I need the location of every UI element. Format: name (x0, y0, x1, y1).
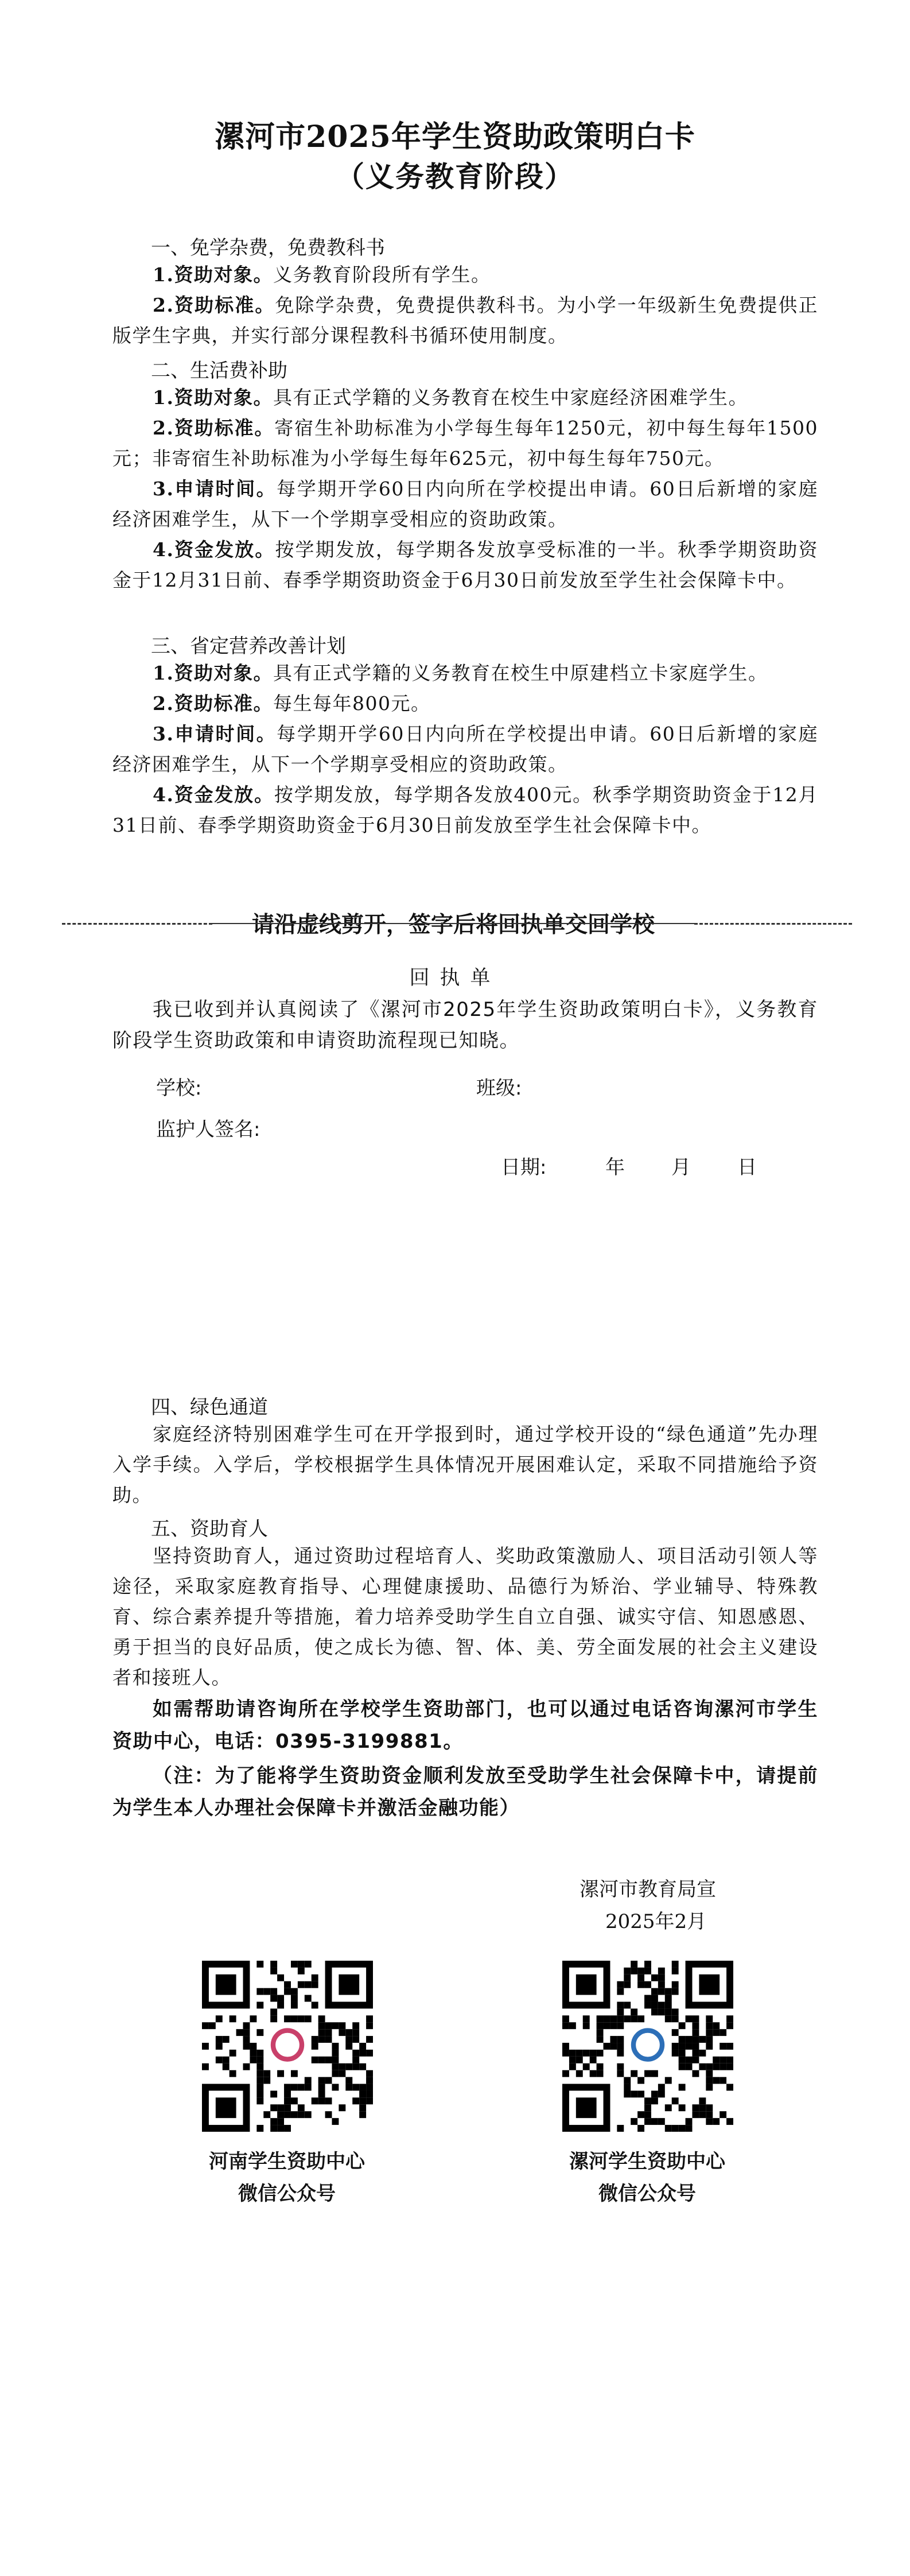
section-2-item-1 (112, 382, 818, 413)
item-text: 具有正式学籍的义务教育在校生中原建档立卡家庭学生。 (273, 662, 768, 684)
item-label: 2.资助标准。 (153, 692, 273, 715)
item-label: 4.资金发放。 (153, 783, 274, 806)
section-2-heading: 二、生活费补助 (151, 359, 287, 382)
cut-line (0, 907, 910, 938)
item-label: 2.资助标准。 (153, 417, 275, 439)
section-4-text: 家庭经济特别困难学生可在开学报到时，通过学校开设的“绿色通道”先办理入学手续。入学后，学校根据学生具体情况开展困难认定，采取不同措施给予资助。 (112, 1423, 818, 1506)
issuer-name: 漯河市教育局宣 (580, 1878, 716, 1901)
item-text: 每学期开学60日内向所在学校提出申请。60日后新增的家庭经济困难学生，从下一个学期享受相应的资助政策。 (112, 478, 818, 530)
section-5-text: 坚持资助育人，通过资助过程培育人、奖助政策激励人、项目活动引领人等途径，采取家庭教育指导、心理健康援助、品德行为矫治、学业辅导、特殊教育、综合素养提升等措施，着力培养受助学生自立自强、诚实守信、知恩感恩、勇于担当的良好品质，使之成长为德、智、体、美、劳全面发展的社会主义建设者和接班人。 (112, 1545, 818, 1689)
qr-account-type: 微信公众号 (598, 2182, 696, 2205)
item-text: 寄宿生补助标准为小学每生每年1250元，初中每生每年1500元；非寄宿生补助标准为小学每生每年625元，初中每生每年750元。 (112, 417, 819, 470)
item-text: 义务教育阶段所有学生。 (273, 263, 491, 286)
qr-account-name: 河南学生资助中心 (209, 2150, 365, 2173)
date-field-label: 日期: (501, 1156, 547, 1179)
section-3-item-2 (112, 688, 818, 719)
section-1-heading: 一、免学杂费，免费教科书 (151, 236, 385, 259)
cut-instruction: 请沿虚线剪开，签字后将回执单交回学校 (251, 912, 655, 938)
guardian-signature-label: 监护人签名: (156, 1118, 260, 1141)
item-label: 1.资助对象。 (153, 662, 273, 684)
dashed-line-left (62, 923, 212, 925)
school-field-label: 学校: (156, 1077, 202, 1100)
issue-date: 2025年2月 (605, 1910, 707, 1933)
qr-caption-luohe (527, 2146, 768, 2210)
month-label: 月 (671, 1156, 691, 1179)
receipt-title: 回执单 (409, 967, 501, 990)
section-3-heading: 三、省定营养改善计划 (151, 635, 346, 658)
item-text: 每学期开学60日内向所在学校提出申请。60日后新增的家庭经济困难学生，从下一个学期享受相应的资助政策。 (112, 723, 818, 775)
qr-code-luohe[interactable] (562, 1961, 733, 2132)
contact-note: （注：为了能将学生资助资金顺利发放至受助学生社会保障卡中，请提前为学生本人办理社会保障卡并激活金融功能） (112, 1764, 818, 1820)
qr-caption-henan (166, 2146, 407, 2210)
section-3-item-1 (112, 658, 818, 688)
receipt-statement: 我已收到并认真阅读了《漯河市2025年学生资助政策明白卡》，义务教育阶段学生资助政策和申请资助流程现已知晓。 (112, 998, 818, 1052)
day-label: 日 (737, 1156, 757, 1179)
section-2-item-2 (112, 413, 818, 474)
document-title: 漯河市2025年学生资助政策明白卡 (215, 119, 695, 154)
document-subtitle: （义务教育阶段） (336, 160, 574, 193)
dashed-line-right (694, 923, 852, 925)
item-text: 免除学杂费，免费提供教科书。为小学一年级新生免费提供正版学生字典，并实行部分课程教科书循环使用制度。 (112, 294, 819, 347)
qr-account-name: 漯河学生资助中心 (569, 2150, 725, 2173)
section-3-item-3 (112, 719, 818, 779)
cut-line-through (212, 923, 694, 924)
qr-account-type: 微信公众号 (238, 2182, 336, 2205)
section-2-item-4 (112, 534, 818, 595)
qr-code-henan[interactable] (202, 1961, 373, 2132)
section-2-item-3 (112, 474, 818, 534)
item-text: 按学期发放，每学期各发放400元。秋季学期资助资金于12月31日前、春季学期资助资金于6月30日前发放至学生社会保障卡中。 (112, 783, 819, 836)
item-text: 具有正式学籍的义务教育在校生中家庭经济困难学生。 (273, 386, 748, 409)
item-text: 按学期发放，每学期各发放享受标准的一半。秋季学期资助资金于12月31日前、春季学期资助资金于6月30日前发放至学生社会保障卡中。 (112, 538, 819, 591)
contact-info: 如需帮助请咨询所在学校学生资助部门，也可以通过电话咨询漯河市学生资助中心，电话：0395-3199881。 (112, 1698, 818, 1753)
item-label: 2.资助标准。 (153, 294, 275, 316)
section-3-item-4 (112, 779, 818, 840)
item-text: 每生每年800元。 (273, 692, 431, 715)
section-1-item-1 (112, 259, 818, 290)
item-label: 3.申请时间。 (153, 723, 277, 745)
item-label: 3.申请时间。 (153, 478, 277, 500)
item-label: 1.资助对象。 (153, 263, 273, 286)
item-label: 1.资助对象。 (153, 386, 273, 409)
section-4-heading: 四、绿色通道 (151, 1396, 268, 1419)
year-label: 年 (605, 1156, 625, 1179)
class-field-label: 班级: (476, 1077, 522, 1100)
section-5-heading: 五、资助育人 (151, 1518, 268, 1541)
section-1-item-2 (112, 290, 818, 351)
item-label: 4.资金发放。 (153, 538, 275, 561)
